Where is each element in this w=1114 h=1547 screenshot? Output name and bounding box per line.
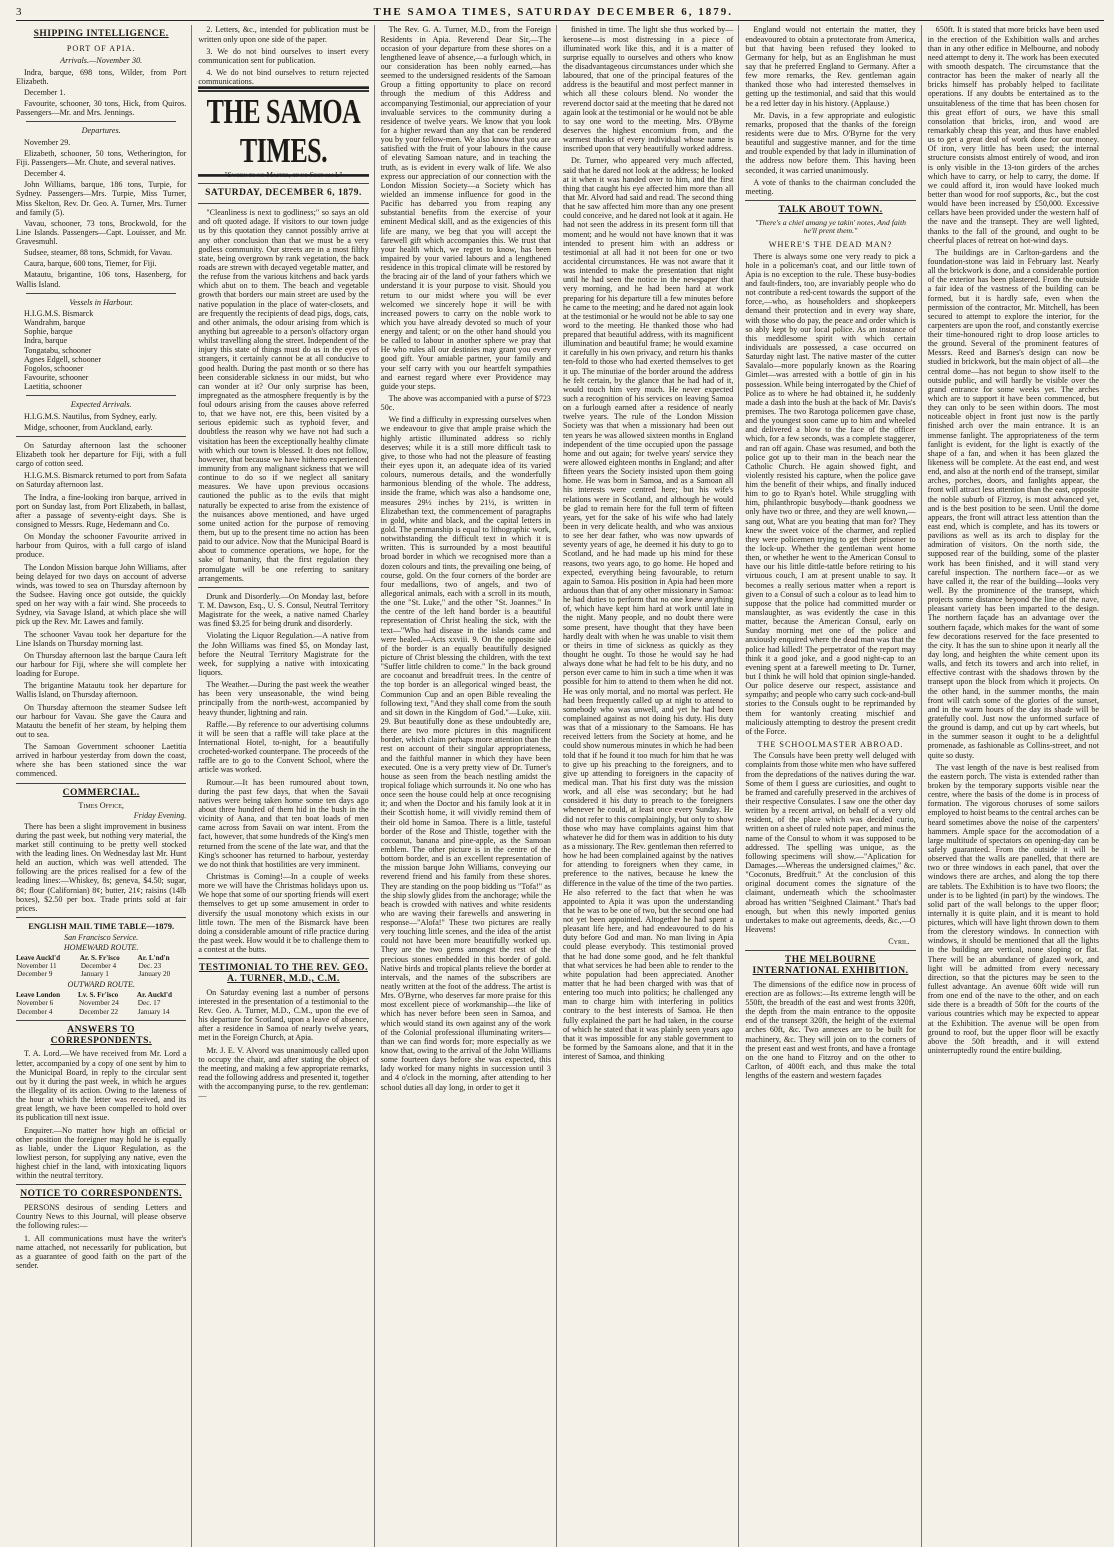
town-quote: "There's a chiel amang ye takin' notes, And faith he'll prent them." bbox=[754, 217, 907, 236]
local-news bbox=[198, 592, 368, 954]
harbour-list bbox=[16, 309, 186, 391]
table-cell: January 20 bbox=[138, 969, 171, 979]
text-paragraph: On Monday the schooner Favourite arrived in harbour from Quiros, with a full cargo of island produce. bbox=[16, 532, 187, 560]
text-paragraph: December 4. bbox=[24, 169, 66, 179]
table-header-cell: Ar. Auckl'd bbox=[136, 991, 173, 1000]
commercial-title: COMMERCIAL. bbox=[62, 787, 140, 798]
text-paragraph: 4. We do not bind ourselves to return rejected communications. bbox=[198, 67, 369, 87]
text-paragraph: 1. All communications must have the writer's name attached, not necessarily for publication, but as a guarantee of good faith on the part of the sender. bbox=[16, 1233, 187, 1270]
harbour-heading: Vessels in Harbour. bbox=[69, 297, 133, 307]
text-paragraph: England would not entertain the matter, they endeavoured to obtain a protectorate from America, but that having been refused they looked to Germany for help, but as an Englishman he must say that he preferred England to Germany. After a few more remarks, the Rev. gentleman again thanked those who had interested themselves in getting up the testimonial, and said that this would be a red letter day in his history. (Applause.) bbox=[745, 25, 916, 108]
table-header-cell: Leave London bbox=[16, 991, 61, 1000]
text-paragraph: December 1. bbox=[24, 87, 66, 97]
table-cell: December 22 bbox=[78, 1006, 119, 1016]
text-paragraph: Drunk and Disorderly.—On Monday last, before T. M. Dawson, Esq., U. S. Consul, Neutral Territory Magistrate for the week, a native named Charley was fined $3.25 for being drunk and disorderly. bbox=[198, 591, 369, 629]
text-paragraph: Rumour.—It has been rumoured about town, during the past few days, that when the Savaii natives were being taken home some ten days ago about three hundred of them hid in the bush in the vicinity of Aana, and that ten boat loads of men came across from Savaii on war intent. From the fact, however, that some hundreds of the King's men returned from the scene of the late war, and that the King's schooner has returned to harbour, yesterday we do not think that hostilities are very imminent. bbox=[198, 777, 369, 869]
text-paragraph: On Thursday afternoon the steamer Sudsee left our harbour for Vavau. She gave the Caura and Matautu the benefit of her steam, by helping them out to sea. bbox=[16, 702, 187, 739]
departures-heading: Departures. bbox=[81, 126, 121, 136]
notice-rules bbox=[198, 25, 368, 86]
table-cell: December 4 bbox=[17, 1006, 53, 1016]
table-row bbox=[16, 970, 186, 978]
text-paragraph: The vast length of the nave is best realised from the eastern porch. The vista is extended rather than broken by the temporary supports visible near the centre, where the basis of the dome is in process of formation. The vigorous choruses of some sailors employed to hoist beams to the central arches can be heard sometimes above the noise of the carpenters' hammers. Ample space for the accomodation of a large multitude of spectators on opening-day can be safely guaranteed. From the outside it will be observed that the walls are panelled, that there are two or three windows in each panel, that over the windows there are arches, and along the top there are tablets. The Exhibition is to have two floors; the under is to be lighted (in part) by the windows. The solid part of the wall belongs to the upper floor; internally it is quite plain, and it is meant to hold pictures, which will have light thrown down to them from the clerestory windows. In connection with windows, it should be mentioned that all the lights in the building are vertical, none sloping or flat. There will be an abundance of glazed work, and light will be admitted from every necessary direction, so that the pictures may be seen to the fullest advantage. An avenue 60ft wide will run from one end of the nave to the other, and on each side there is a breadth of 50ft for the courts of the various countries which may be expected to appear at the Exhibition. The avenue will be open from ground to roof, but the upper floor will be exactly above the 50ft breadth, and it will extend uninterruptedly round the entire building. bbox=[927, 762, 1099, 1056]
columns bbox=[16, 25, 1104, 1547]
answers-list bbox=[16, 1049, 186, 1180]
notice-list bbox=[16, 1203, 186, 1270]
text-paragraph: Dr. Turner, who appeared very much affected, said that he dared not look at the address; he looked at it when it was handed over to him, and the first thing that caught his eye affected him more than all that Mr. Alvord had said and read. The second thing that he saw affected him more than any one present could conceive, and he dared not look at it again. He had not seen the address in its present form till that moment; and he would not have known that it was intended to present him with an address or testimonial at all had it not been for one or two accidental circumstances. He was not aware that it was intended to make the presentation that night until he had seen the notice in the newspaper that very morning, and he had been hard at work preparing for his departure till a few minutes before he came to the meeting; and he dared not again look at the testimonial or he would not be able to say one word to the meeting. He thanked those who had prepared that beautiful address, with its magnificent illumination and beautiful frame; he would examine it carefully in his own privacy, and return his thanks ten-fold to those who had exerted themselves to get it up. The minutiae of the border around the address he felt certain, by the glance that he had had of it, would touch him very much. He never expected such a recognition of his services on leaving Samoa on a furlough earned after a residence of nearly twelve years. The rule of the London Mission Society was that when a missionary had been out ten years he was allowed sixteen months in England independent of the time occupied upon the passage home and out again; for twelve years' service they were allowed eighteen months in England; and after fifteen years the Society insisted upon them going home. He was born in Samoa, and as a Samoan all his interests were centred here; but his wife's relations were in Scotland, and although he would be glad to remain here for the full term of fifteen years, yet for the sake of his wife who had lately been in very delicate health, and who was anxious to see her dear father, who was now upwards of seventy years of age, he deemed it his duty to go to Scotland, and he had made up his mind for these reasons, two years ago, to go home. He hoped and expected, everything being favourable, to return again to Samoa. His position in Apia had been more arduous than that of any other missionary in Samoa: he had duties to perform that no one knew anything of, which have kept him hard at work until late in the night. Many people, and no doubt there were some present, have thought that they have been hardly dealt with when he was unable to visit them or theirs in time of sickness as quickly as they thought he ought. To those he would say he had always done what he had felt to be his duty, and no person ever came to him in such a time when it was possible for him to attend to them when he did not. He was only mortal, and no mortal was perfect. He had been frequently called up at night to attend to somebody who was unwell, and yet he had been complained against as not doing his duty. His duty was that of a missionary to the Samoans. He has received letters from the Society at home, and he could show numerous minutes in which he had been told that if he found it too much for him that he was to give up his preaching to the foreigners, and to give up attending to foreigners in the capacity of medical man. That his first duty was the mission work, and all else was secondary; but he had considered it his duty to preach to the foreigners whenever he could, at least once every Sunday. He did not refer to this complainingly, but only to show those who may have complaints against him that whatever he did for them was in addition to his duty as a missionary. The Rev. gentleman then referred to how he had been complained against by the natives for attending to foreigners when they came, in preference to the natives, because he knew the difference in the value of the time of the two parties. He also referred to the fact that when he was appointed to Apia it was upon the understanding that he was to be one of two, but the second one had not yet been appointed. Altogether he had spent a pleasant life here, and had endeavoured to do his duty before God and man. No man living in Apia could please everybody. This testimonial proved that he had done some good, and he felt thankful that what services he had been able to render to the white population had been appreciated. Another matter that he had been charged with was that of entering too much into politics; he challenged any man to charge him with interfering in politics contrary to the best interests of Samoa. He then fully explained the part he had taken, in the course of which he stated that it was plainly seen years ago that it was impossible for any stable government to be formed by the Samoans alone, and that it in the interest of Samoa, and thinking bbox=[562, 156, 734, 1062]
outward-table bbox=[16, 991, 186, 1016]
meeting-conclusion bbox=[745, 25, 915, 196]
expected-list bbox=[16, 412, 186, 432]
text-paragraph: The dimensions of the edifice now in process of erection are as follows:—Its extreme length will be 550ft, the breadth of the east and west fronts 320ft, the depth from the main entrance to the opposite end of the transept 320ft, the height of the external arches 60ft, &c. Two annexes are to be built for machinery, &c. They will join on to the corners of the present east and west fronts, and have a frontage on the one hand to Fitzroy and on the other to Carlton, of 400ft each, and thus make the total lengths of the eastern and western façades bbox=[745, 979, 916, 1081]
running-header bbox=[16, 6, 1104, 21]
outward-heading: OUTWARD ROUTE. bbox=[67, 980, 135, 990]
table-header-cell: Lv. S. Fr'isco bbox=[77, 991, 119, 1000]
melbourne-text bbox=[745, 980, 915, 1081]
text-paragraph: Indra, barque, 698 tons, Wilder, from Port Elizabeth. bbox=[16, 67, 187, 86]
column-2 bbox=[198, 25, 374, 1547]
outward-body bbox=[16, 999, 186, 1015]
text-paragraph: Caura, barque, 600 tons, Tiemer, for Fiji. bbox=[24, 259, 157, 269]
text-paragraph: Vavau, schooner, 73 tons, Brockwold, for the Line Islands. Passengers—Capt. Louisser, and Mr. Gravesmuhl. bbox=[16, 218, 187, 247]
text-paragraph: "Cleanliness is next to godliness;" so says an old and oft quoted adage. If visitors to our town judge us by this quotation they cannot possibly arrive at any other conclusion than that we must be a very godless community. Our streets are in a most filthy state, being overgrown by rank vegetation, the back roads are strewn with decayed vegetable matter, and the refuse from the various kitchens and back yards which abut on to them. The beach and vegetable growth that borders our main street are used by the native population in the place of water-closets, and are frequently the recipients of dead pigs, dogs, cats, and other animals, the odour arising from which is anything but agreeable to a person's olfactory organ whilst travelling along the street. Independent of the injury this state of things must do us in the eyes of strangers, it certainly cannot be at all conducive to good health. During the past month or so there has been considerable sickness in our midst, but who can wonder at it? Our only surprise has been, impregnated as the atmosphere frequently is by the foul odours arising from the causes above referred to, that we have not, ere this, been visited by a serious epidemic such as typhoid fever, and doubtless the reason why we have not had such a visitation has been the exceptionally healthy climate with which our town is blessed. It does not follow, however, that because we have hitherto experienced immunity from any malignant sickness that we will continue to do so if we neglect all sanitary measures. We have upon previous occasions cautioned the public as to the evils that might naturally be expected to arise from the existence of the nuisances above mentioned, and have urged some united action for the purpose of removing them, but up to the present time no action has been paid to our advice. Now that the Municipal Board is about to commence operations, we hope, for the sake of humanity, that the first regulation they promulgate will be one referring to sanitary arrangements. bbox=[198, 208, 369, 583]
text-paragraph: Fogolos, schooner bbox=[24, 363, 84, 373]
text-paragraph: H.I.G.M.S. Bismarck bbox=[24, 309, 94, 319]
column-5 bbox=[745, 25, 921, 1547]
text-paragraph: Mr. Davis, in a few appropriate and eulogistic remarks, proposed that the thanks of the foreign residents were due to Mrs. O'Byrne for the very beautiful and suggestive manner, and for the time and trouble expended by that lady in illumination of the address now before them. This having been seconded, it was carried unanimously. bbox=[745, 110, 916, 175]
testimonial-text bbox=[198, 988, 368, 1101]
table-cell: December 4 bbox=[80, 960, 117, 970]
editorial bbox=[198, 208, 368, 583]
table-cell: November 6 bbox=[17, 998, 54, 1008]
dead-man-text bbox=[745, 252, 915, 736]
commercial-office: Times Office, bbox=[78, 801, 124, 811]
text-paragraph: Tongatabu, schooner bbox=[24, 345, 92, 355]
table-cell: January 14 bbox=[137, 1006, 170, 1016]
text-paragraph: T. A. Lord.—We have received from Mr. Lord a letter, accompanied by a copy of one sent by him to the Municipal Board, in reply to the circular sent out by it during the past week, in which he argues the illegality of its action. Owing to the lateness of the hour at which the letter was received, and its great length, we have been compelled to hold over its publication till next issue. bbox=[16, 1049, 187, 1123]
mail-title: ENGLISH MAIL TIME TABLE—1879. bbox=[28, 921, 175, 932]
text-paragraph: Enquirer.—No matter how high an official or other position the foreigner may hold he is equally as liable, under the Liquor Regulation, as the lowliest person, for supplying any native, even the highest chief in the land, with intoxicating liquors within the neutral territory. bbox=[16, 1125, 187, 1181]
text-paragraph: Agnes Edgell, schooner bbox=[24, 354, 102, 364]
expected-heading: Expected Arrivals. bbox=[70, 400, 132, 410]
table-header-cell: Ar. S. Fr'isco bbox=[79, 953, 120, 962]
shipping-title: SHIPPING INTELLIGENCE. bbox=[33, 29, 169, 40]
text-paragraph: H.I.G.M.S. Nautilus, from Sydney, early. bbox=[24, 411, 157, 421]
text-paragraph: The Rev. G. A. Turner, M.D., from the Foreign Residents in Apia. Reverend Dear Sir,—The occasion of your departure from these shores on a lengthened leave of absence,—a furlough which, in our consideration has been nobly earned,—has seemed to the undersigned residents of the Samoan Group a fitting opportunity to place on record through the medium of this Address and accompanying Testimonial, our appreciation of your invaluable services to the community during a residence of twelve years. We know that you look for a higher reward than any that can be rendered you by your fellow-men. We also know that you are satisfied with the fruit of your labours in the cause of elevating Samoan nature, and in teaching the truth, as is evident in every walk of life. We also express our appreciation of our connection with the London Mission Society—a Society which has wielded an immense influence for good in the Pacific has debarred you from reaping any substantial benefits from the exercise of your eminent Medical skill, and as the exigencies of this life are many, we beg that you will accept the farewell gift which accompanies this. We trust that your health which, we regret to know, has been impaired by your varied labours and a lengthened residence in this tropical climate will be restored by the bracing air of the land of your fathers which we understand it is your purpose to visit. Should you return to our midst where you will be ever welcomed we sincerely hope it will be with increased powers to carry on the noble work to which you have already devoted so much of your energy and talent; or on the other hand should you be called to labour in another sphere we pray that He who rules all our destinies may grant you every good gift. Your amiable partner, your family and your self carry with you our heartfelt sympathies and earnest regard where ever Providence may guide your steps. bbox=[380, 25, 551, 391]
homeward-heading: HOMEWARD ROUTE. bbox=[63, 942, 139, 952]
commercial-date: Friday Evening. bbox=[133, 810, 187, 820]
text-paragraph: The buildings are in Carlton-gardens and the foundation-stone was laid in February last. Nearly all the brickwork is done, and a considerable portion of the exterior has been plastered. From the outside a fair idea of the vastness of the building can be formed, but it is hardly safe, even when the permission of the contractor, Mr. Mitchell, has been secured to attempt to explore the interior, for the carpenters are upon the roof, and constantly exercise their time-honoured right to drop loose articles to the ground. Several of the prominent features of Messrs. Reed and Barnes's design can now be studied in brickwork, but the main object of all—the central dome—has not begun to show itself to the outside public, and will hardly be visible over the grand entrance for some weeks yet. The arches which are to support it have been commenced, but they can only to be seen within doors. The most noticeable object in front just now is the partly finished arch over the main entrance. It is an immense fanlight. The appropriateness of the term fanlight is evident, for the light is exactly of the shape of a fan, and when it has been glazed the likeness will be complete. At the east end, and west end, and also at the north end of the transept, similar arches, porches, doors, and fanlights appear, the front will attract less attention than the east, opposite the noble suburb of Fitzroy, is most advanced yet, and is the best position to be seen. Until the dome appears, the front will attract less attention than the east end, which is complete, and has its towers or pavilions as well as its arch to display for the admiration of visitors. On the north side, the supposed rear of the building, some of the plaster work has been finished, and it will stand very careful inspection. The northern face—or as we have called it, the rear of the building—looks very well. By the prominence of the transept, which projects some distance beyond the line of the nave, pleasant variety has been imparted to the design. The northern façade has an advantage over the southern façade, which makes for the want of some few decorations reserved for the face presented to the city. It has the sun to shine upon it nearly all the day long, and heighten the white cement upon its walls, and fetch its towers and arch into relief, in effective contrast with the shadows thrown by the transept upon the block from which it projects. On the other hand, in the summer months, the main front will catch some of the glories of the sunset, and in the warm hours of the day its shade will be gratefully cool. Just now the unformed surface of the ground is damp, and cut up by cart wheels, but in the summer season it ought to be a delightful promenade, as fashionable as Collins-street, and not quite so dusty. bbox=[927, 247, 1099, 760]
schoolmaster-text bbox=[745, 751, 915, 934]
table-row bbox=[16, 1008, 186, 1016]
table-cell: November 24 bbox=[78, 998, 119, 1008]
answers-title: ANSWERS TO CORRESPONDENTS. bbox=[50, 1024, 152, 1046]
text-paragraph: The Samoan Government schooner Laetitia arrived in harbour yesterday from down the coast, where she has been stationed since the war commenced. bbox=[16, 742, 187, 779]
text-paragraph: There is always some one very ready to pick a hole in a policeman's coat, and our little town of Apia is no exception to the rule. These busy-bodies and fault-finders, too, are invariably people who do not contribute a red-cent towards the support of the force,—who, as householders and shopkeepers demand their protection and in every way share, with those who do pay, the peace and order which is so ably kept by our local police. As an instance of this meddlesome spirit with which certain individuals are possessed, a case occurred on Saturday night last. The native master of the cutter Savalalo—more popularly known as the Roaring Gimlet—was arrested with a bottle of gin in his possession. While being interrogated by the Chief of Police as to where he had obtained it, he suddenly made a dash into the bush at the back of Mr. Davis's premises. The two Rarotoga policemen gave chase, and the youngest soon came up to him and wheeled and delivered a blow to the face of the officer which, for a few seconds, was a complete staggerer, and ran off again. Chase was resumed, and both the police got up to their man in the beach near the Catholic Church. He again showed fight, and violently resisted his capture, when the police gave him the benefit of their whips, and finally induced him to go to Ryan's hotel. While struggling with him, philanthropic busybody—thank goodness we only have two or three, and they are well known,—sang out, What are you beating that man for? They knew the sweet voice of the charmer, and replied they were policemen trying to get their prisoner to the lock-up. Whether the gentleman went home then, or whether he went to the American Consul to have our his little dittle-tattle before retiring to his virtuous couch, I am at present unable to say. It becomes a really serious matter when a report is given to a Consul of such a colour as to lead him to suppose that the police had committed murder or manslaughter, as was evidently the case in this matter, because the American Consul, early on Sunday morning met one of the police and anxiously enquired where the dead man was that the police had killed! The perpetrator of the report may think it a good joke, and a good night-cap to an evening spent at a farewell meeting to Dr. Turner, but I think he will hold that opinion single-handed. Our police deserve our respect, assistance and sympathy; and people who carry such cock-and-bull stories to the Consuls ought to be reprimanded by them for wantonly creating mischief and maliciously attempting to destroy the present credit of the Force. bbox=[745, 251, 916, 736]
text-paragraph: John Williams, barque, 186 tons, Turpie, for Sydney. Passengers—Mrs. Turpie, Miss Turner, Miss Skelton, Rev. Dr. Geo. A. Turner, Mrs. Turner and family (5). bbox=[16, 180, 187, 217]
text-paragraph: Mr. J. E. V. Alvord was unanimously called upon to occupy the chair, and after stating the object of the meeting, and making a few appropriate remarks, read the following address and presented it, together with the accompanying purse, to the rev. gentleman:— bbox=[198, 1045, 369, 1101]
text-paragraph: Matautu, brigantine, 106 tons, Hasenberg, for Wallis Island. bbox=[16, 270, 187, 289]
text-paragraph: We find a difficulty in expressing ourselves when we endeavour to give that ample praise which the highly artistic illuminated address so richly deserves; while it is a still more difficult task to give, to those who had not the pleasure of feasting their eyes upon it, an adequate idea of its varied colours, numerous details, and the wonderfully harmonious blending of the whole. The address, inside the frame, which was also a handsome one, measures 29½ inches by 21½, is written in Elizabethan text, the commencement of paragraphs in gold, white and black, and the capital letters in gold. The penmanship is equal to lithographic work, notwithstanding the difficult text in which it is written. This is surrounded by a most beautiful broad border in which we recognised more than a dozen colours and tints, the prevailing one being, of course, gold. On the four corners of the border are four medallions, two of angels, and two of allegorical animals, each with a scroll in its mouth, the one "St. Luke," and the other "St. Joannes." In the centre of the left hand border is a beautiful representation of Christ healing the sick, with the text—"Who had disease in the islands came and were healed.—Acts xxviii. 9. On the opposite side of the border is an equally beautifully designed picture of Christ blessing the children, with the text "Suffer little children to come." In the back ground are cocoanut and breadfruit trees. In the centre of the top border is an allegorical winged beast, the Communion Cup and an open Bible revealing the following text, "And they shall come from the south and sit down in the Kingdom of God."—Luke, xiii. 29. But beautifully done as these undoubtedly are, there are two more pictures in this magnificent border, which claim perhaps more attention than the rest on account of their singular appropriateness, and the faithful manner in which they have been executed. One is a very pretty view of Dr. Turner's house as seen from the beach nestling amidst the tropical foliage which surrounds it. No one who has once seen the house could help at once recognising it; and when the Doctor and his family look at it in their Scottish home, it will vividly remind them of their old home in Samoa. There is a little, tasteful border of the Rose and Thistle, together with the cocoanut, banana and pine-apple, as the Samoan emblem. The other picture is in the centre of the bottom border, and is an excellent representation of the mission barque John Williams, conveying our reverend friend and his family from these shores. They are standing on the poop bidding us "Tofa!" as the ship slowly glides from the anchorage; while the beach is crowded with natives and white residents who are waving their farewells and answering in response—"Alofa!" These two pictures are really very touching little scenes, and the idea of the artist could not have been more beautifully worked up. They are the two gems amongst the rest of the precious stones embedded in this border of gold. Native birds and tropical plants relieve the border at intervals, and the names of the subscribers are neatly written at the foot of the address. The artist is Mrs. O'Byrne, who deserves far more praise for this most excellent piece of workmanship—the like of which has never before been seen in Samoa, and which would stand its own against any of the work of the Colonial professional illuminating writers—than we can find words for; more especially as we know that, owing to the arrival of the John Williams some fourteen days before she was expected, this lady worked for many nights in succession until 3 and 4 o'clock in the morning, after attending to her school duties all day long, in order to get it bbox=[380, 415, 551, 1092]
dead-man-title: WHERE'S THE DEAD MAN? bbox=[768, 240, 893, 250]
text-paragraph: A vote of thanks to the chairman concluded the meeting. bbox=[745, 177, 916, 196]
arrivals-list bbox=[16, 68, 186, 118]
text-paragraph: The above was accompanied with a purse of $723 50c. bbox=[380, 394, 551, 413]
table-cell: January 1 bbox=[80, 969, 109, 979]
text-paragraph: On Saturday evening last a number of persons interested in the presentation of a testimonial to the Rev. Geo. A. Turner, M.D., C.M., upon the eve of his departure for Scotland, upon a leave of absence, after a residence in Samoa of nearly twelve years, met in the Foreign Church, at Apia. bbox=[198, 987, 369, 1043]
address-text bbox=[381, 25, 551, 1091]
column-4 bbox=[563, 25, 739, 1547]
text-paragraph: The Weather.—During the past week the weather has been very unseasonable, the wind being principally from the north-west, accompanied by heavy thunder, lightning and rain. bbox=[198, 680, 369, 717]
text-paragraph: The brigantine Matautu took her departure for Wallis Island, on Thursday afternoon. bbox=[16, 681, 187, 700]
text-paragraph: 2. Letters, &c., intended for publication must be written only upon one side of the paper. bbox=[198, 25, 369, 44]
column-3 bbox=[381, 25, 557, 1547]
text-paragraph: November 29. bbox=[24, 137, 71, 147]
schoolmaster-title: THE SCHOOLMASTER ABROAD. bbox=[757, 740, 904, 749]
notice-title: NOTICE TO CORRESPONDENTS. bbox=[20, 1189, 183, 1200]
motto: "Sworn to no Master, of no Sect am I." bbox=[224, 170, 343, 180]
departures-list bbox=[16, 138, 186, 289]
text-paragraph: 3. We do not bind ourselves to insert every communication sent for publication. bbox=[198, 46, 369, 65]
mail-service: San Francisco Service. bbox=[64, 932, 139, 942]
table-header-cell: Leave Auckl'd bbox=[16, 953, 61, 962]
text-paragraph: Sudsee, steamer, 88 tons, Schmidt, for Vavau. bbox=[24, 248, 173, 258]
port-title: PORT OF APIA. bbox=[66, 44, 136, 54]
testimonial-title: TESTIMONIAL TO THE REV. GEO. A. TURNER, M.D., C.M. bbox=[198, 963, 369, 984]
column-6 bbox=[928, 25, 1104, 1547]
text-paragraph: Favourite, schooner bbox=[24, 373, 89, 383]
text-paragraph: The London Mission barque John Williams, after being delayed for two days on account of adverse winds, was towed to sea on Thursday afternoon by the Sudsee. Having once got outside, the quickly sped on her way with a fair wind. She proceeds to Sydney, via Savage Island, at which place she will pick up the Rev. Mr. Lawes and family. bbox=[16, 562, 187, 627]
arrivals-heading: Arrivals.—November 30. bbox=[60, 56, 143, 66]
melbourne-title: THE MELBOURNE INTERNATIONAL EXHIBITION. bbox=[752, 955, 909, 976]
table-header-cell: Ar. L'nd'n bbox=[137, 953, 170, 962]
table-cell: November 11 bbox=[17, 960, 57, 970]
newspaper-banner: THE SAMOA TIMES. bbox=[198, 87, 368, 177]
running-title: THE SAMOA TIMES, SATURDAY DECEMBER 6, 1879. bbox=[373, 6, 734, 18]
text-paragraph: Sophie, barque bbox=[24, 327, 73, 337]
text-paragraph: finished in time. The light she thus worked by—kerosene—is most distressing in a piece of illuminated work like this, and it is a matter of surprise equally to ourselves and others who know the disadvantageous circumstances under which she laboured, that one of the principal features of the address is the beautiful and most perfect manner in which all these colours blend. No wonder the reverend doctor said at the meeting that he dared not again look at the testimonial or he would not be able to say one word to the meeting. Mrs. O'Byrne deserves the highest encomium from, and the warmest thanks of every individual whose name is inscribed upon that very beautifully worked address. bbox=[562, 25, 734, 154]
text-paragraph: Favourite, schooner, 30 tons, Hick, from Quiros. Passengers—Mr. and Mrs. Jennings. bbox=[16, 99, 187, 118]
homeward-body bbox=[16, 962, 186, 978]
signature: Cyril. bbox=[888, 937, 910, 947]
table-cell: Dec. 17 bbox=[137, 998, 161, 1008]
text-paragraph: Laetitia, schooner bbox=[24, 382, 82, 392]
table-cell: Dec. 23 bbox=[138, 960, 162, 970]
homeward-table bbox=[16, 954, 186, 979]
commercial-text: There has been a slight improvement in business during the past week, but nothing very material, the market still continuing to be pretty well stocked with the leading lines. On Wednesday last Mr. Hunt held an auction, which was well attended. The following are the prices realised for a few of the leading lines:—Whiskey, 8s; geneva, $4.50; sugar, 8¢; flour (Californian) 8¢; butter, 21¢; raisins (14lb boxes), $2.50 per box. Trade prints sold at fair prices. bbox=[16, 821, 187, 913]
text-paragraph: Elizabeth, schooner, 50 tons, Wetherington, for Fiji. Passengers—Mr. Chute, and several natives. bbox=[16, 148, 187, 167]
text-paragraph: PERSONS desirous of sending Letters and Country News to this Journal, will please observe the following rules:— bbox=[16, 1203, 187, 1231]
town-title: TALK ABOUT TOWN. bbox=[778, 204, 883, 215]
page-number: 3 bbox=[16, 6, 23, 18]
dateline: SATURDAY, DECEMBER 6, 1879. bbox=[205, 188, 362, 199]
text-paragraph: The Consuls have been pretty well deluged with complaints from those white men who have suffered from the depredations of the natives during the war. Some of them I guess are curiosities, and ought to be framed and carefully preserved in the archives of their respective Consulates. I saw one the other day written by a recent arrival, on behalf of a very old resident, of the place which was decided curio, written on a sheet of ruled note paper, and minus the name of the Consul to whom it was supposed to be addressed. The spelling was unique, as the following specimens will show.—"Aplication for Damages.—Whereas the undersigned claimes," &c. "Coconuts, Bredfruit." At the conclusion of this original document comes the signature of the claimant, underneath which the schoolmaster abroad has written "Seighned Claimant." That's bad enough, but when this newly imported genius undertakes to make out agreements, deeds, &c.,—O Heavens! bbox=[745, 751, 916, 934]
table-cell: December 9 bbox=[17, 969, 53, 979]
text-paragraph: Raffle.—By reference to our advertising columns it will be seen that a raffle will take place at the International Hotel, to-night, for a beautifully crocheted-worked counterpane. The proceeds of the raffle are to go to the Convent School, where the article was worked. bbox=[198, 719, 369, 775]
text-paragraph: The Indra, a fine-looking iron barque, arrived in port on Sunday last, from Port Elizabeth, in ballast, after a passage of seventy-eight days. She is consigned to Messrs. Ruge, Hedemann and Co. bbox=[16, 492, 187, 529]
text-paragraph: On Thursday afternoon last the barque Caura left our harbour for Fiji, where she will complete her loading for Europe. bbox=[16, 650, 187, 679]
text-paragraph: Wandrahm, barque bbox=[24, 318, 86, 328]
text-paragraph: Indra, barque bbox=[24, 336, 68, 346]
text-paragraph: 650ft. It is stated that more bricks have been used in the erection of the Exhibition walls and arches than in any other edifice in Melbourne, and nobody need attempt to deny it. The work has been executed with smooth despatch. The circumstance that the contractor has been the maker of nearly all the bricks himself has probably helped to facilitate operations. If any doubts be entertained as to the unsuitableness of the time that has been chosen for this great effort of ours, we have this small consolation that bricks, iron, and wood are remarkably cheap this year, and thus have enabled us to get a great deal of work done for our money. Of iron, very little has been used; the internal structure consists almost entirely of wood, and iron is only visible in the 13-ton girders of the arches which have to carry, or help to carry, the dome. If we could afford it, iron would have looked much better than wood for roof supports, &c., but the cost would have been increased by £50,000. Excessive cellars have been provided under the western half of the nave and the transept. They are well lighted, thanks to the fall of the ground, and ought to be cheerful places of retreat on hot-wind days. bbox=[927, 25, 1099, 245]
text-paragraph: On Saturday afternoon last the schooner Elizabeth took her departure for Fiji, with a full cargo of cotton seed. bbox=[16, 440, 187, 469]
shipping-news bbox=[16, 441, 186, 779]
turner-speech bbox=[563, 25, 733, 1061]
melbourne-continued bbox=[928, 25, 1099, 1055]
text-paragraph: Midge, schooner, from Auckland, early. bbox=[24, 422, 153, 432]
text-paragraph: Violating the Liquor Regulation.—A native from the John Williams was fined $5, on Monday last, before the Neutral Territory Magistrate for the week, for supplying a native with intoxicating liquors. bbox=[198, 631, 369, 677]
column-1 bbox=[16, 25, 192, 1547]
text-paragraph: Christmas is Coming!—In a couple of weeks more we will have the Christmas holidays upon us. We hope that some of our sporting friends will exert themselves to get up some amusement in order to diversify the usual monotony which exists in our little town. The men of the Bismarck have been doing a considerable amount of rifle practice during the past week. How would it be to challenge them to a contest at the butts. bbox=[198, 871, 369, 955]
text-paragraph: The schooner Vavau took her departure for the Line Islands on Thursday morning last. bbox=[16, 629, 187, 648]
text-paragraph: H.I.G.M.S. Bismarck returned to port from Safata on Saturday afternoon last. bbox=[16, 471, 187, 490]
